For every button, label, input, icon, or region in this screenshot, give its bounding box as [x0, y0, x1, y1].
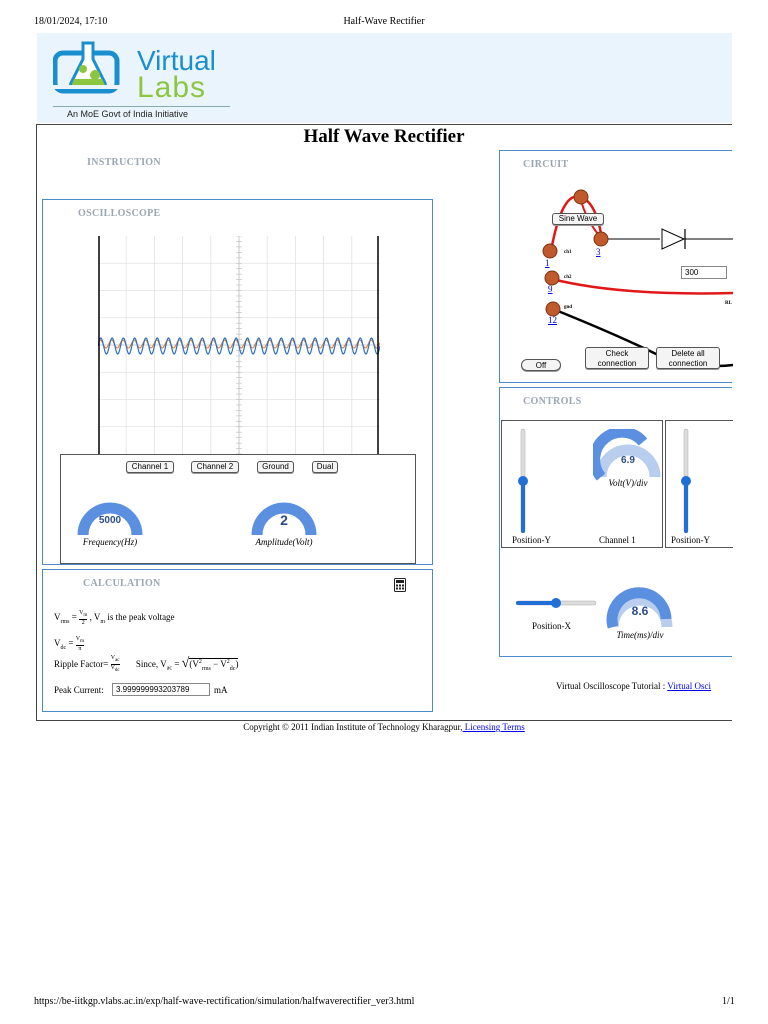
calculation-panel	[42, 569, 433, 712]
amplitude-value: 2	[280, 512, 288, 528]
time-div-label: Time(ms)/div	[616, 630, 664, 640]
time-div-knob[interactable]	[605, 579, 675, 631]
ground-button[interactable]: Ground	[257, 461, 294, 473]
wire-red-3	[552, 279, 733, 293]
volt-div-label: Volt(V)/div	[608, 478, 648, 488]
vrms-note: , V	[89, 612, 101, 623]
time-div-value: 8.6	[631, 604, 649, 618]
channel-1-controls	[501, 420, 663, 548]
logo-tagline: An MoE Govt of India Initiative	[67, 109, 189, 119]
calculator-icon[interactable]	[394, 578, 406, 592]
off-button[interactable]: Off	[521, 359, 561, 371]
frequency-value: 5000	[98, 515, 122, 526]
node-1[interactable]	[543, 244, 557, 258]
controls-label: CONTROLS	[523, 396, 582, 407]
ripple-formula: Ripple Factor= $V_{ac}$ $V_{dc}$ Since, $V_{ac} = √(V^2_{rms} - V^2_{dc})$	[54, 655, 239, 674]
node-12[interactable]	[546, 302, 560, 316]
position-y-1-label: Position-Y	[512, 535, 552, 545]
node-9-tag: ch2	[564, 275, 572, 280]
vdc-formula: $V_{dc}$ = $\frac{V_m}{\pi}$	[54, 636, 84, 653]
check-connection-button[interactable]	[585, 347, 649, 369]
oscilloscope-screen	[98, 236, 380, 454]
vrms-note-2: is the peak voltage	[105, 612, 175, 623]
channel-1-button[interactable]: Channel 1	[126, 461, 174, 473]
check-button-line1: Check	[605, 349, 629, 358]
ripple-label: Ripple Factor=	[54, 658, 109, 669]
channel-2-controls	[665, 420, 733, 548]
print-title: Half-Wave Rectifier	[343, 16, 425, 27]
node-12-label: 12	[548, 315, 557, 325]
oscilloscope-controls	[60, 454, 416, 564]
copyright	[0, 722, 768, 732]
frequency-knob[interactable]	[75, 487, 145, 539]
vrms-formula: $V_{rms}$ = $\frac{V_m}{2}$ , $V_m$ is the peak voltage	[54, 610, 175, 627]
licensing-terms-link[interactable]: Licensing Terms	[462, 722, 525, 732]
page-title: Half Wave Rectifier	[303, 126, 465, 147]
delete-all-connection-button[interactable]	[656, 347, 720, 369]
position-y-1-slider[interactable]	[516, 427, 530, 535]
node-top[interactable]	[574, 190, 588, 204]
node-12-tag: gnd	[564, 305, 573, 310]
peak-current-unit: mA	[214, 685, 228, 695]
node-1-tag: ch1	[564, 250, 572, 255]
delete-button-line2: connection	[668, 359, 708, 368]
channel-2-button[interactable]: Channel 2	[191, 461, 239, 473]
position-x-slider[interactable]	[514, 597, 598, 609]
check-button-line2: connection	[597, 359, 637, 368]
circuit-label: CIRCUIT	[523, 159, 569, 170]
node-3-label: 3	[596, 247, 601, 257]
frequency-label: Frequency(Hz)	[82, 537, 138, 547]
node-9-label: 9	[548, 284, 553, 294]
position-x-label: Position-X	[532, 621, 572, 631]
print-url: https://be-iitkgp.vlabs.ac.in/exp/half-wave-rectification/simulation/halfwaverectifier_ver3.html	[34, 996, 415, 1007]
tutorial-link[interactable]: Virtual Osci	[667, 681, 711, 691]
delete-button-line1: Delete all	[671, 349, 705, 358]
channel-1-label: Channel 1	[599, 535, 636, 545]
peak-current-field[interactable]	[112, 683, 210, 696]
controls-panel	[499, 387, 732, 657]
amplitude-knob[interactable]	[249, 487, 319, 539]
flask-logo-icon	[53, 39, 133, 99]
amplitude-label: Amplitude(Volt)	[255, 537, 313, 547]
resistor-value-field[interactable]	[681, 266, 727, 279]
rl-label: RL	[725, 301, 732, 306]
copyright-text: Copyright © 2011 Indian Institute of Technology Kharagpur,	[243, 722, 463, 732]
peak-current-label: Peak Current:	[54, 685, 104, 695]
print-page: 1/1	[722, 996, 735, 1007]
header-banner	[37, 33, 732, 123]
sine-wave-source[interactable]: Sine Wave	[552, 213, 604, 225]
circuit-panel	[499, 150, 732, 383]
position-y-2-slider[interactable]	[679, 427, 693, 535]
tutorial-line	[556, 681, 732, 691]
position-y-2-label: Position-Y	[671, 535, 711, 545]
volt-div-value: 6.9	[621, 455, 635, 466]
tutorial-text: Virtual Oscilloscope Tutorial :	[556, 681, 668, 691]
dual-button[interactable]: Dual	[312, 461, 338, 473]
calculation-label: CALCULATION	[83, 578, 161, 589]
logo-labs: Labs	[137, 71, 207, 104]
print-datetime: 18/01/2024, 17:10	[34, 16, 108, 27]
oscilloscope-panel	[42, 199, 433, 565]
oscilloscope-label: OSCILLOSCOPE	[78, 208, 161, 219]
node-3[interactable]	[594, 232, 608, 246]
volt-div-knob[interactable]	[593, 429, 663, 481]
node-1-label: 1	[545, 258, 550, 268]
diode-icon	[662, 229, 684, 249]
since-label: Since, V	[135, 658, 167, 669]
logo-virtual: Virtual	[137, 45, 216, 76]
node-9[interactable]	[545, 271, 559, 285]
instruction-tab[interactable]: INSTRUCTION	[87, 157, 161, 168]
